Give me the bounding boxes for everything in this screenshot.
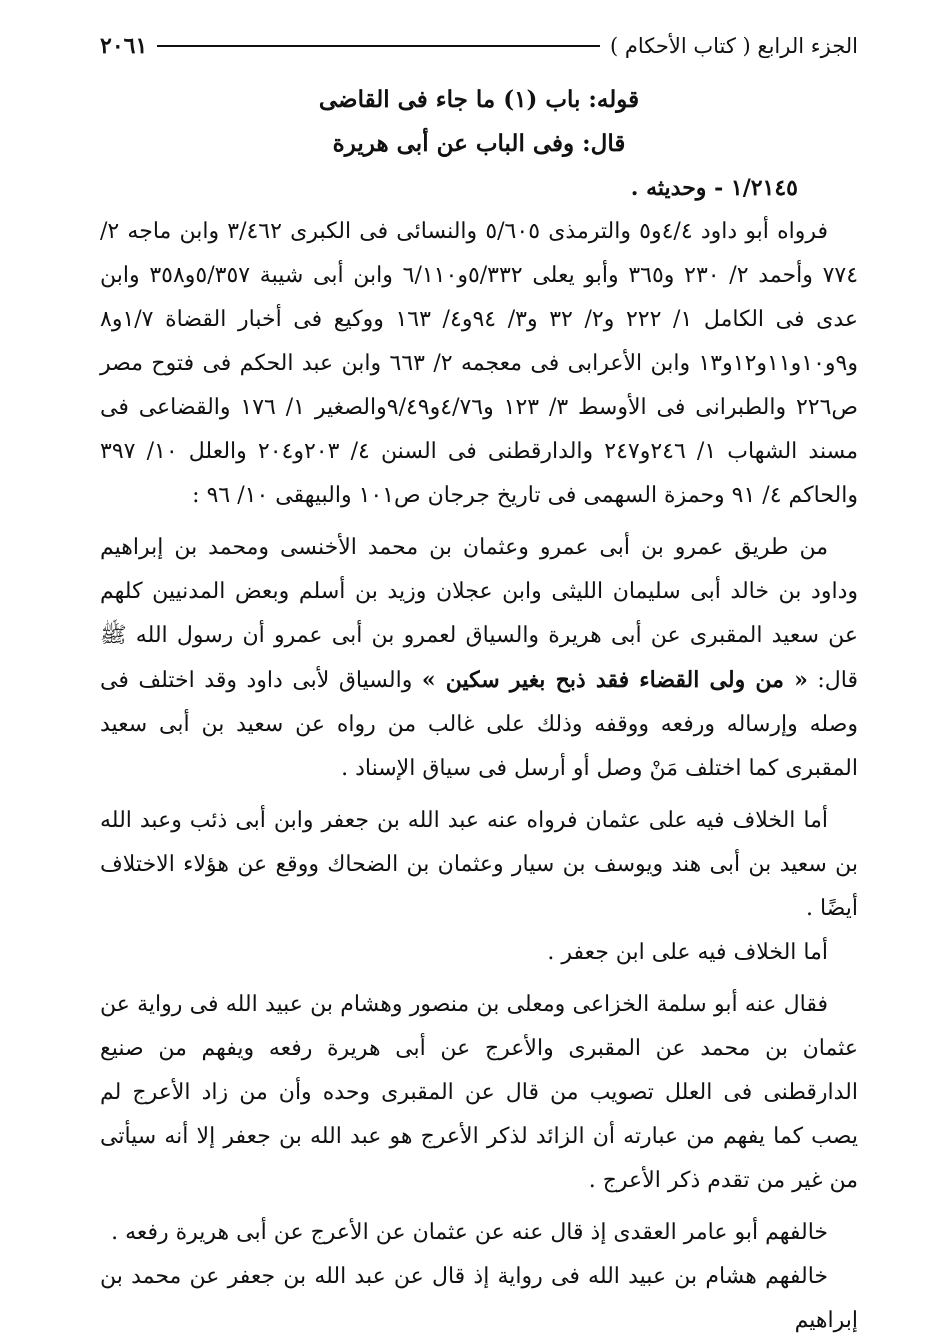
paragraph-ibn-jafar-dispute: أما الخلاف فيه على ابن جعفر .	[547, 940, 828, 965]
hadith-number: ١/٢١٤٥ - وحديثه .	[630, 175, 798, 201]
paragraph-uthman-dispute: أما الخلاف فيه على عثمان فرواه عنه عبد الله بن جعفر وابن أبى ذئب وعبد الله بن سعيد بن أبى هند ويوسف بن سيار وعثمان بن الضحاك ووقع عن هؤلاء الاختلاف أيضًا .	[100, 808, 858, 921]
chapter-heading: قوله: باب (١) ما جاء فى القاضى	[318, 86, 640, 113]
paragraph-chain-continued: والسياق لأبى داود وقد اختلف فى وصله وإرساله ورفعه ووقفه وذلك على غالب من رواه عن سعيد بن أبى سعيد المقبرى كما اختلف مَنْ وصل أو أرسل فى سياق الإسناد .	[100, 668, 858, 781]
page-number: ٢٠٦١	[100, 33, 148, 59]
paragraph-aqadi-report: خالفهم أبو عامر العقدى إذ قال عنه عن عثمان عن الأعرج عن أبى هريرة رفعه .	[111, 1220, 828, 1245]
hadith-quote: « من ولى القضاء فقد ذبح بغير سكين »	[421, 667, 808, 693]
paragraph-khuzai-report: فقال عنه أبو سلمة الخزاعى ومعلى بن منصور وهشام بن عبيد الله فى رواية عن عثمان بن محمد عن المقبرى والأعرج عن أبى هريرة رفعه ويفهم من صنيع الدارقطنى فى العلل تصويب من قال عن المقبرى وحده وأن من زاد الأعرج لم يصب كما يفهم من عبارته أن الزائد لذكر الأعرج هو عبد الله بن جعفر إلا أنه سيأتى من غير من تقدم ذكر الأعرج .	[100, 992, 858, 1193]
paragraph-chain	[100, 526, 858, 791]
page-header	[100, 26, 858, 66]
running-title: الجزء الرابع ( كتاب الأحكام )	[610, 34, 858, 58]
chapter-subheading: قال: وفى الباب عن أبى هريرة	[332, 130, 626, 157]
paragraph-chain-text: من طريق عمرو بن أبى عمرو وعثمان بن محمد الأخنسى ومحمد بن إبراهيم وداود بن خالد أبى سليمان الليثى وابن عجلان وزيد بن أسلم وبعض المدنيين كلهم عن سعيد المقبرى عن أبى هريرة والسياق لعمرو بن أبى عمرو أن رسول الله ﷺ قال:	[100, 535, 858, 693]
paragraph-sources: فرواه أبو داود ٤/٤و٥ والترمذى ٥/٦٠٥ والنسائى فى الكبرى ٣/٤٦٢ وابن ماجه ٢/ ٧٧٤ وأحمد ٢/ ٢٣٠ و٣٦٥ وأبو يعلى ٥/٣٣٢و٦/١١٠ وابن أبى شيبة ٥/٣٥٧و٣٥٨ وابن عدى فى الكامل ١/ ٢٢٢ و٢/ ٣٢ و٣/ ٩٤و٤/ ١٦٣ ووكيع فى أخبار القضاة ١/٧و٨ و٩و١٠و١١و١٢و١٣ وابن الأعرابى فى معجمه ٢/ ٦٦٣ وابن عبد الحكم فى فتوح مصر ص٢٢٦ والطبرانى فى الأوسط ٣/ ١٢٣ و٤/٧٦و٩/٤٩والصغير ١/ ١٧٦ والقضاعى فى مسند الشهاب ١/ ٢٤٦و٢٤٧ والدارقطنى فى السنن ٤/ ٢٠٣و٢٠٤ والعلل ١٠/ ٣٩٧ والحاكم ٤/ ٩١ وحمزة السهمى فى تاريخ جرجان ص١٠١ والبيهقى ١٠/ ٩٦ :	[100, 219, 859, 508]
header-rule	[157, 45, 600, 47]
paragraph-hisham-report: خالفهم هشام بن عبيد الله فى رواية إذ قال عن عبد الله بن جعفر عن محمد بن إبراهيم	[100, 1264, 858, 1333]
page-body	[100, 78, 858, 1343]
